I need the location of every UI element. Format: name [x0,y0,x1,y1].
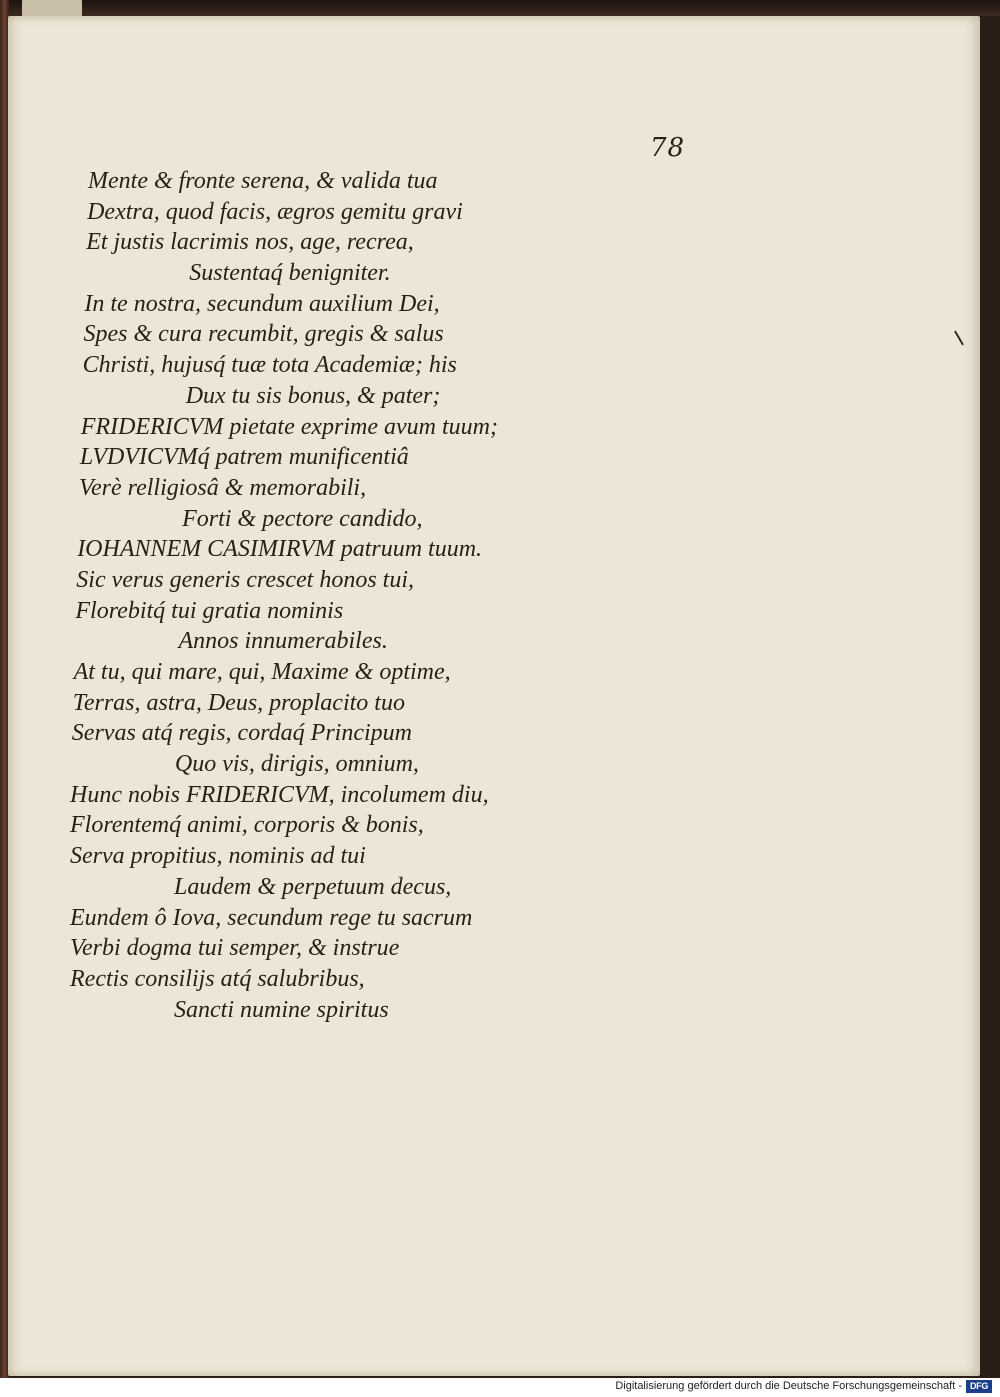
verse-line: Laudem & perpetuum decus, [174,873,452,900]
verse-line: Forti & pectore candido, [182,505,423,532]
verse-line: Spes & cura recumbit, gregis & salus [83,321,444,348]
verse-line: Verè relligiosâ & memorabili, [79,474,367,501]
verse-line: Sic verus generis crescet honos tui, [76,566,414,593]
verse-line: Et justis lacrimis nos, age, recrea, [86,229,414,256]
verse-line: Servas atq́ regis, cordaq́ Principum [71,720,412,747]
verse-line: Dux tu sis bonus, & pater; [185,382,441,409]
verse-line: Sancti numine spiritus [174,996,389,1023]
verse-line: Florentemq́ animi, corporis & bonis, [70,812,424,839]
verse-block [70,166,710,1025]
verse-line: Serva propitius, nominis ad tui [70,843,366,870]
footer-bar [0,1378,1000,1397]
verse-line: Quo vis, dirigis, omnium, [174,751,419,778]
verse-line: FRIDERICVM pietate exprime avum tuum; [80,413,498,440]
page-number: 78 [650,133,686,163]
verse-line: Sustentaq́ benigniter. [189,260,391,287]
verse-line: Florebitq́ tui gratia nominis [75,597,344,624]
verse-line: At tu, qui mare, qui, Maxime & optime, [73,659,451,685]
verse-line: Rectis consilijs atq́ salubribus, [70,965,365,992]
verse-line: IOHANNEM CASIMIRVM patruum tuum. [77,536,483,563]
verse-line: LVDVICVMq́ patrem munificentiâ [79,444,409,471]
verse-line: Annos innumerabiles. [178,628,388,655]
dfg-logo: DFG [966,1380,992,1393]
funding-credit: Digitalisierung gefördert durch die Deutsche Forschungsgemeinschaft - [615,1380,962,1392]
verse-line: Hunc nobis FRIDERICVM, incolumem diu, [70,781,489,808]
verse-line: Eundem ô Iova, secundum rege tu sacrum [70,904,473,931]
book-cover-top-edge [0,0,1000,16]
verse-line: Dextra, quod facis, ægros gemitu gravi [87,198,463,225]
verse-line: Verbi dogma tui semper, & instrue [70,935,400,962]
verse-line: Terras, astra, Deus, proplacito tuo [72,689,405,716]
verse-line: Mente & fronte serena, & valida tua [88,168,438,194]
verse-line: In te nostra, secundum auxilium Dei, [84,290,440,317]
verse-line: Christi, hujusq́ tuæ tota Academiæ; his [82,352,457,379]
